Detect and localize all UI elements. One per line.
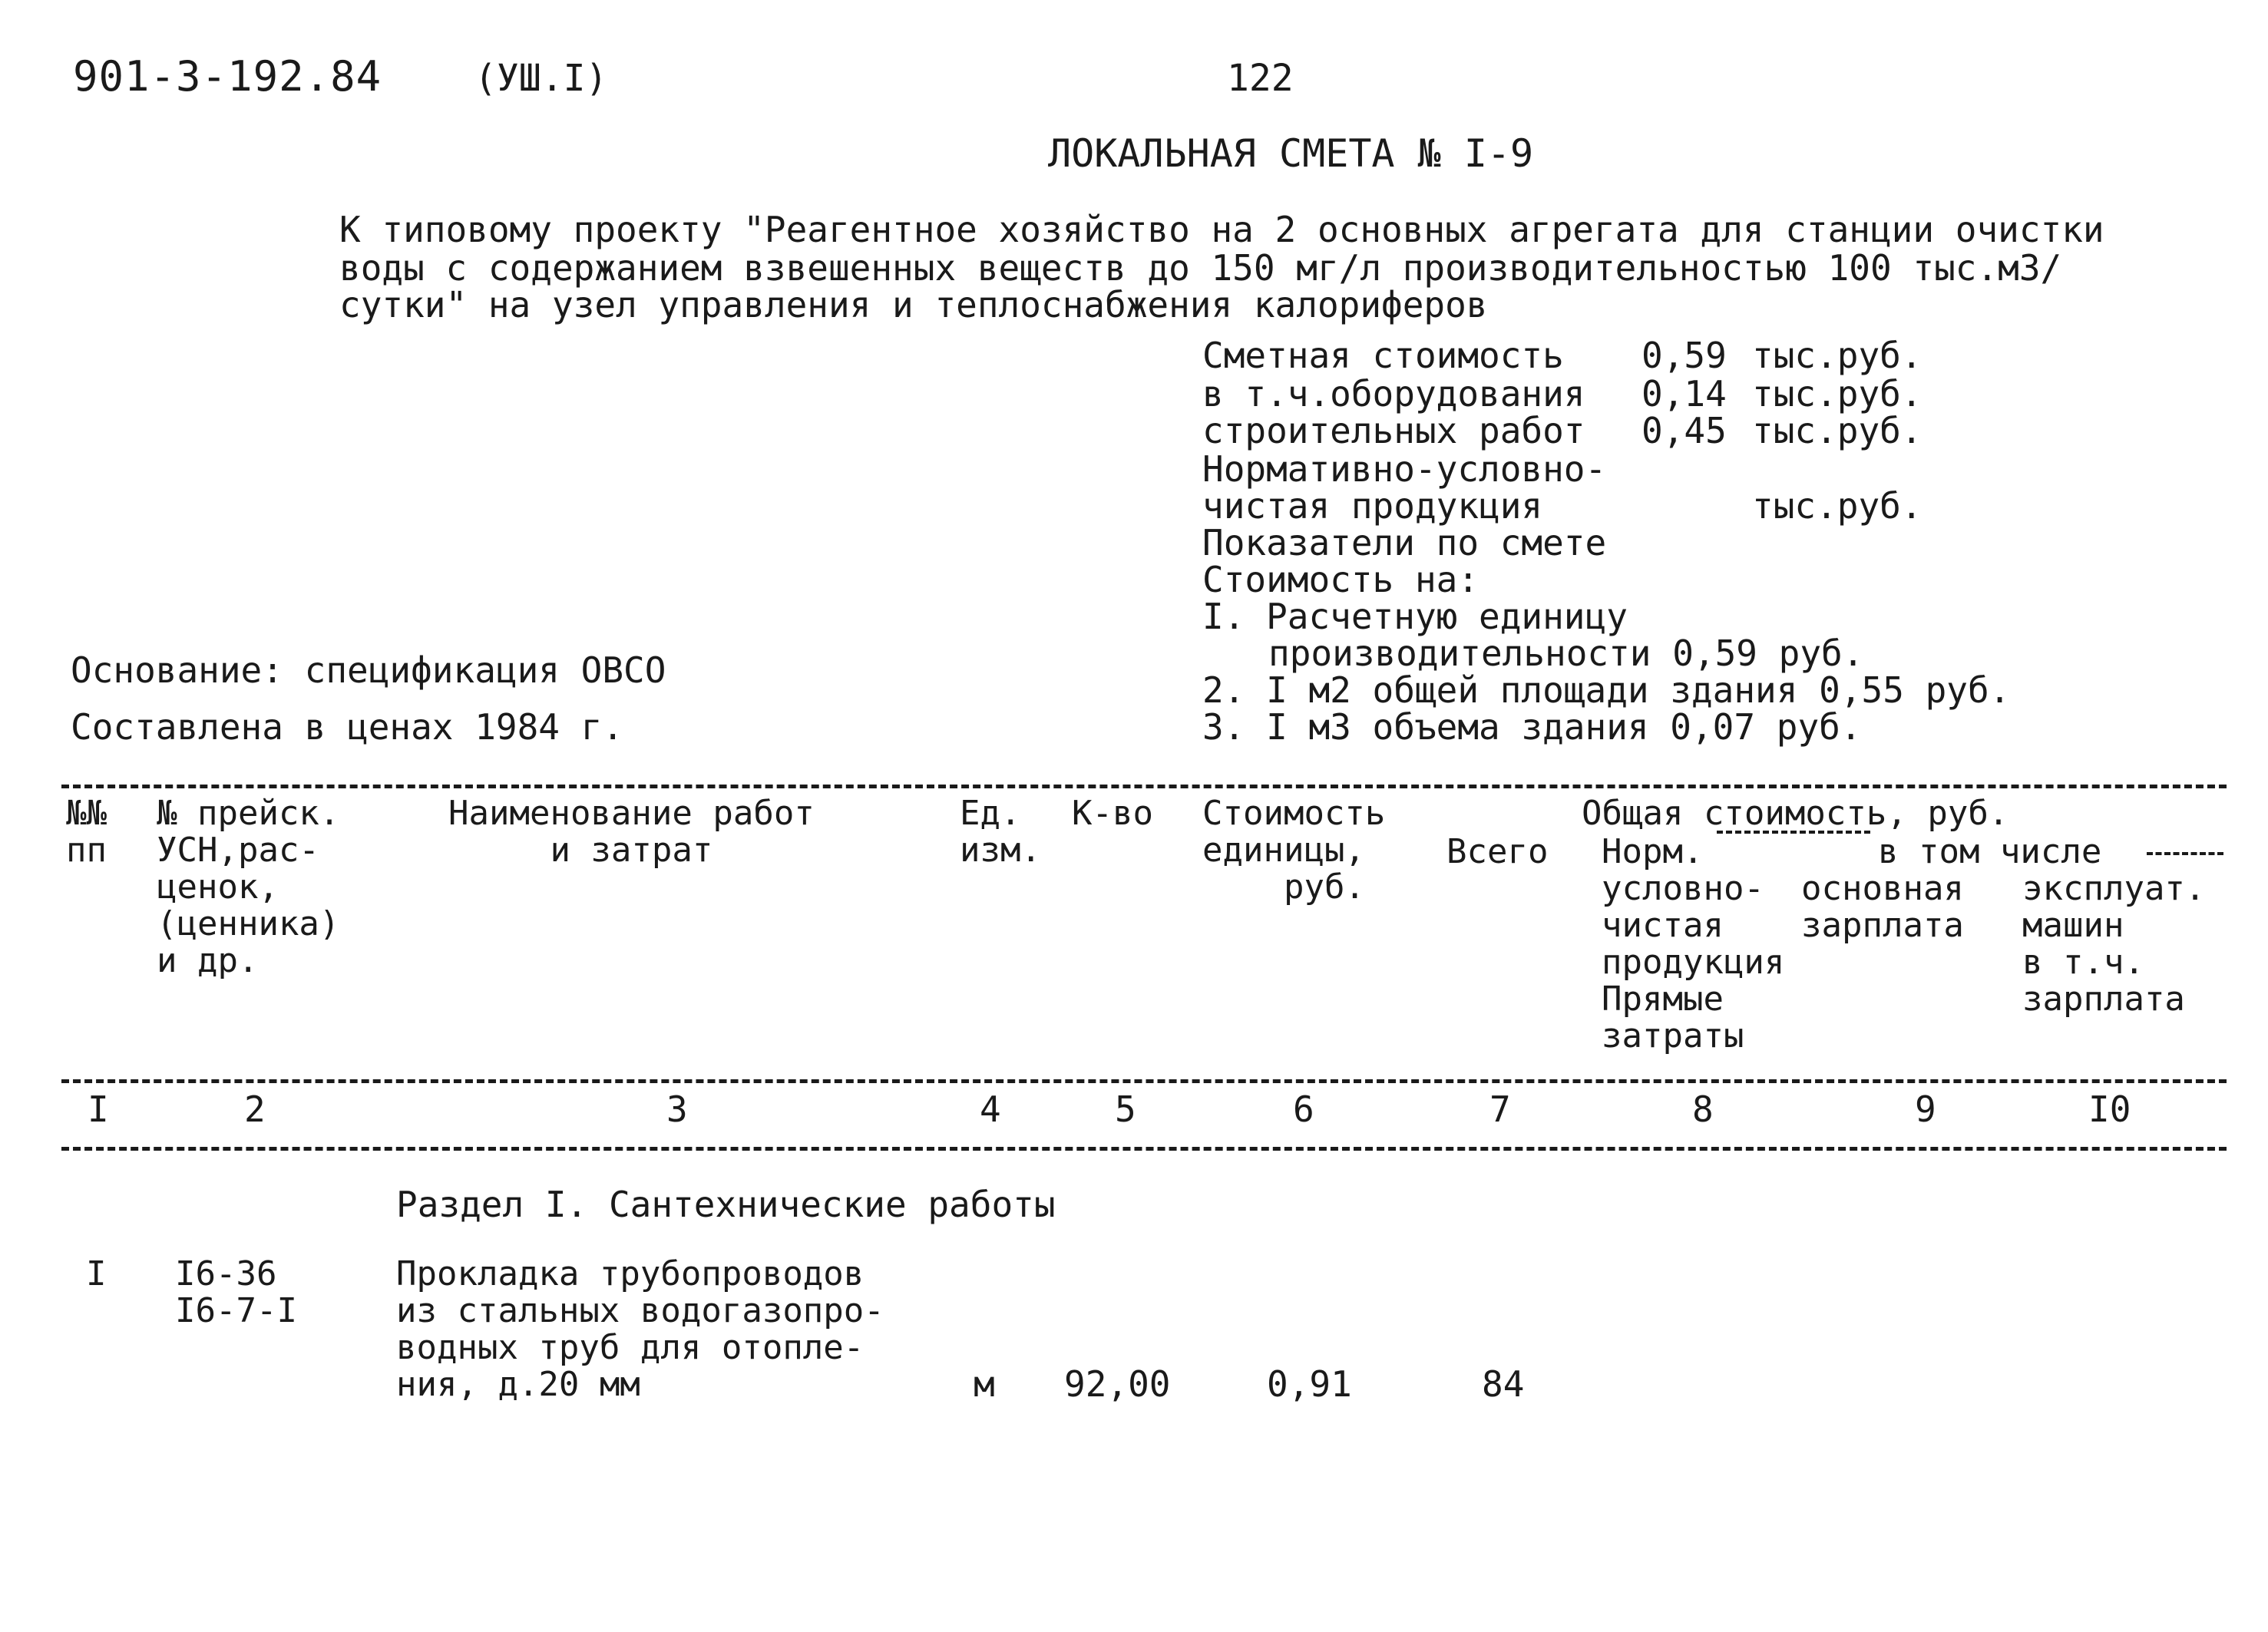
header-in-that-rule	[2147, 852, 2223, 855]
header-col-number: №№ пп	[66, 794, 107, 870]
row-quantity: 92,00	[1064, 1363, 1171, 1405]
column-number: 7	[1489, 1089, 1511, 1130]
column-number: 3	[666, 1089, 688, 1130]
column-number: 9	[1915, 1089, 1936, 1130]
header-col-price-ref: № прейск. УСН,рас- ценок, (ценника) и др.	[157, 794, 340, 980]
table-column-numbers-divider	[61, 1147, 2227, 1151]
indicator-item-1-line-2: производительности 0,59 руб.	[1268, 633, 1864, 674]
header-general-cost: Общая стоимость, руб.	[1582, 794, 2009, 833]
basis-text: Основание: спецификация ОВСО	[71, 649, 666, 691]
row-work-name: Прокладка трубопроводов из стальных водогазопро- водных труб для отопле- ния, д.20 мм	[396, 1254, 884, 1404]
header-col-unit-cost: Стоимость единицы, руб.	[1202, 794, 1386, 907]
construction-label: строительных работ	[1202, 410, 1585, 451]
page-number: 122	[1227, 57, 1294, 100]
cost-per-label: Стоимость на:	[1202, 559, 1479, 600]
column-number: I	[88, 1089, 109, 1130]
row-unit-cost: 0,91	[1267, 1363, 1352, 1405]
indicator-item-3: 3. I м3 объема здания 0,07 руб.	[1202, 706, 1862, 748]
estimated-cost-label: Сметная стоимость	[1202, 335, 1564, 376]
construction-unit: тыс.руб.	[1752, 410, 1923, 451]
construction-value: 0,45	[1641, 410, 1727, 451]
project-description-line-3: сутки" на узел управления и теплоснабжения калориферов	[339, 284, 1488, 325]
header-col-unit: Ед. изм.	[960, 794, 1041, 870]
indicator-item-1-line-1: I. Расчетную единицу	[1202, 596, 1628, 637]
header-col-base-salary: основная зарплата	[1801, 869, 1964, 945]
column-number: 6	[1293, 1089, 1314, 1130]
column-number: 8	[1692, 1089, 1714, 1130]
column-number: I0	[2088, 1089, 2131, 1130]
header-in-that: в том числе	[1878, 832, 2102, 871]
indicators-label: Показатели по смете	[1202, 522, 1607, 563]
project-description-line-1: К типовому проекту "Реагентное хозяйство на 2 основных агрегата для станции очистки	[339, 209, 2104, 250]
prices-text: Составлена в ценах 1984 г.	[71, 706, 624, 748]
table-header-divider	[61, 1079, 2227, 1083]
estimate-title: ЛОКАЛЬНАЯ СМЕТА № I-9	[1048, 131, 1534, 176]
table-top-divider	[61, 785, 2227, 788]
header-col-machine-costs: эксплуат. машин в т.ч. зарплата	[2022, 869, 2206, 1019]
indicator-item-2: 2. I м2 общей площади здания 0,55 руб.	[1202, 669, 2011, 711]
volume-label: (УШ.I)	[474, 57, 608, 100]
estimated-cost-unit: тыс.руб.	[1752, 335, 1923, 376]
column-number: 4	[980, 1089, 1001, 1130]
equipment-label: в т.ч.оборудования	[1202, 373, 1585, 415]
net-output-unit: тыс.руб.	[1752, 485, 1923, 527]
column-number: 5	[1115, 1089, 1136, 1130]
row-unit: м	[974, 1363, 995, 1405]
header-col-quantity: К-во	[1072, 794, 1153, 833]
row-total: 84	[1482, 1363, 1525, 1405]
net-output-label-1: Нормативно-условно-	[1202, 448, 1607, 490]
project-description-line-2: воды с содержанием взвешенных веществ до 150 мг/л производительностью 100 тыс.м3/	[339, 247, 2062, 289]
equipment-unit: тыс.руб.	[1752, 373, 1923, 415]
column-number: 2	[244, 1089, 266, 1130]
row-price-ref: I6-36 I6-7-I	[175, 1254, 297, 1330]
header-col-work-name: Наименование работ и затрат	[448, 794, 815, 870]
row-number: I	[86, 1254, 107, 1293]
header-col-total: Всего	[1446, 832, 1549, 871]
estimated-cost-value: 0,59	[1641, 335, 1727, 376]
net-output-label-2: чистая продукция	[1202, 485, 1543, 527]
header-col-net-output: Норм. условно- чистая продукция Прямые затраты	[1602, 832, 1785, 1056]
equipment-value: 0,14	[1641, 373, 1727, 415]
document-code: 901-3-192.84	[73, 52, 382, 101]
section-title: Раздел I. Сантехнические работы	[396, 1184, 1056, 1225]
